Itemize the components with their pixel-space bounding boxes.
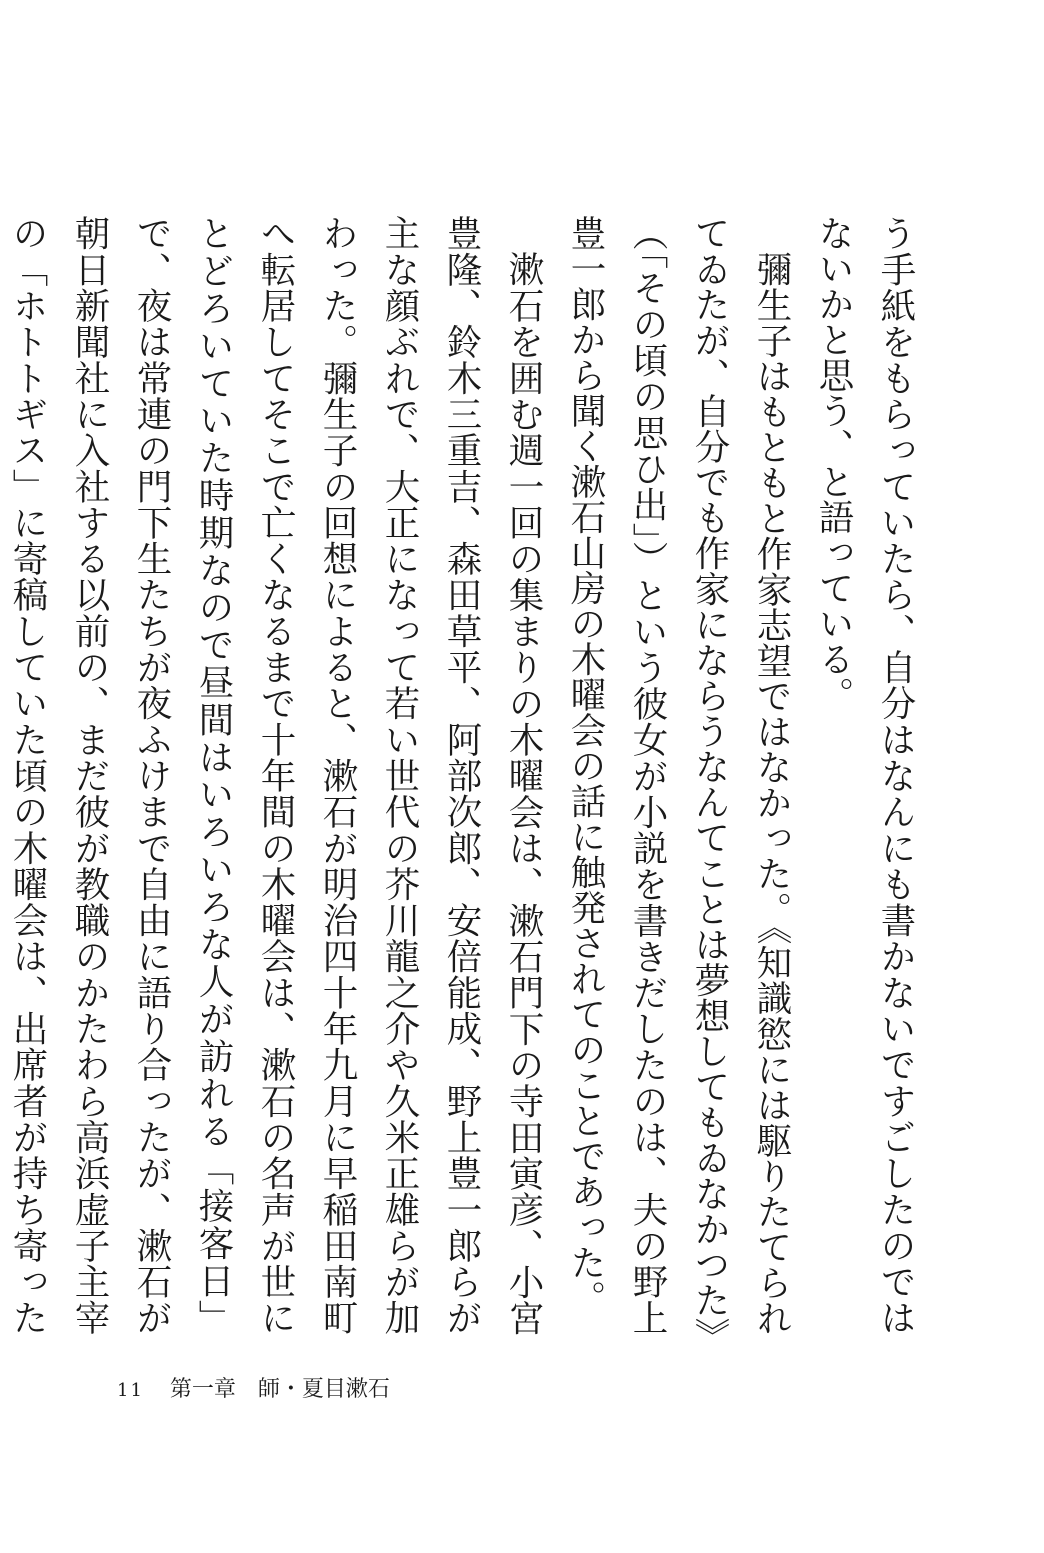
paragraph-yaeko-background: 彌生子はもともと作家志望ではなかった。《知識慾には駆りたてられてゐたが、自分でも作家にならうなんてことは夢想してもゐなかつた》（「その頃の思ひ出」）という彼女が小説を書きだしたのは、夫の野上豊一郎から聞く漱石山房の木曜会の話に触発されてのことであった。 <box>565 215 792 1335</box>
paragraph-continued: う手紙をもらっていたら、自分はなんにも書かないですごしたのではないかと思う、と語っている。 <box>813 215 916 1335</box>
running-footer <box>117 1372 390 1403</box>
chapter-label: 第一章 <box>169 1377 236 1402</box>
page-number: 11 <box>117 1380 144 1401</box>
vertical-text-body <box>7 215 926 1336</box>
paragraph-mokuyokai: 漱石を囲む週一回の集まりの木曜会は、漱石門下の寺田寅彦、小宮豊隆、鈴木三重吉、森田草平、阿部次郎、安倍能成、野上豊一郎らが主な顔ぶれで、大正になって若い世代の芥川龍之介や久米正雄らが加わった。彌生子の回想によると、漱石が明治四十年九月に早稲田南町へ転居してそこで亡くなるまで十年間の木曜会は、漱石の名声が世にとどろいていた時期なので昼間はいろいろな人が訪れる「接客日」で、夜は常連の門下生たちが夜ふけまで自由に語り合ったが、漱石が朝日新聞社に入社する以前の、まだ彼が教職のかたわら高浜虚子主宰の「ホトトギス」に寄稿していた頃の木曜会は、出席者が持ち寄った <box>7 215 544 1336</box>
section-title: 師・夏目漱石 <box>257 1377 390 1402</box>
